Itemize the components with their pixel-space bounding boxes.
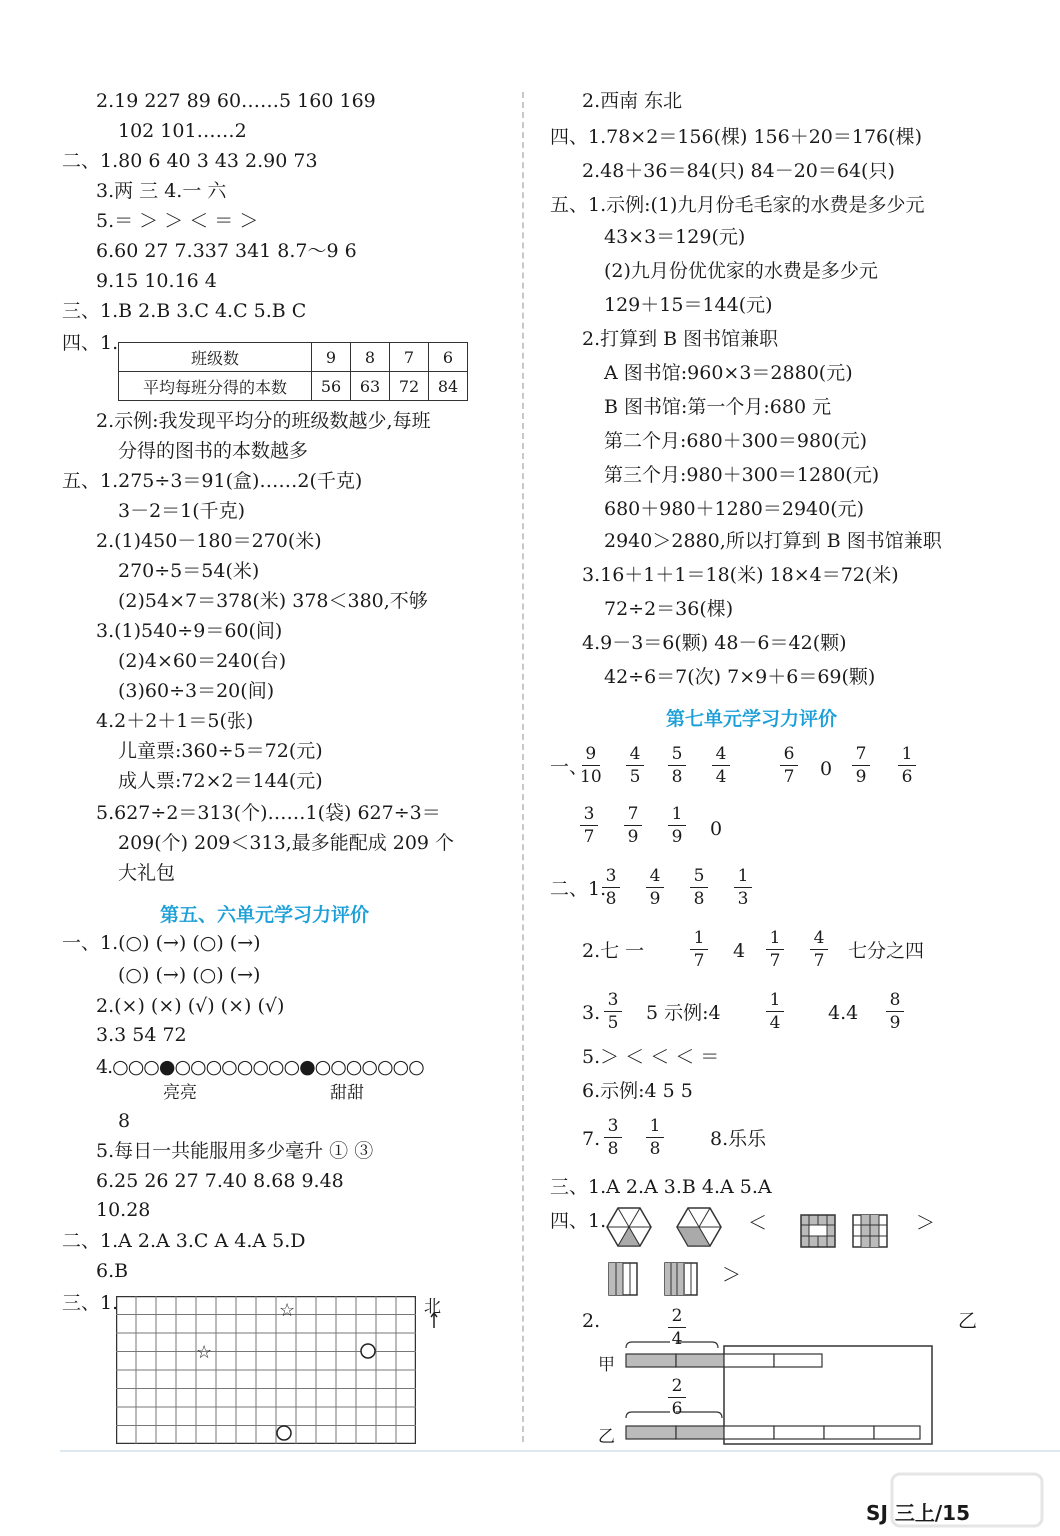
fraction <box>898 744 916 787</box>
fraction <box>668 1376 686 1419</box>
right-line: 2940＞2880,所以打算到 B 图书馆兼职 <box>604 530 942 552</box>
table-cell: 6 <box>429 343 468 372</box>
numerator: 4 <box>649 866 661 886</box>
denominator: 7 <box>583 827 595 847</box>
table-cell: 7 <box>390 343 429 372</box>
fraction-bar <box>604 1137 622 1138</box>
right-line: 2.西南 东北 <box>582 90 683 112</box>
left-line: 3－2＝1(千克) <box>118 500 246 522</box>
fraction-bar <box>886 1011 904 1012</box>
fraction-bar <box>668 825 686 826</box>
fraction <box>604 990 622 1033</box>
left-line: 五、1.275÷3＝91(盒)……2(千克) <box>62 470 363 492</box>
left-line: 儿童票:360÷5＝72(元) <box>118 740 323 762</box>
fraction <box>646 866 664 909</box>
left-line: 3.(1)540÷9＝60(间) <box>96 620 283 642</box>
left-line: 一、1.(○) (→) (○) (→) <box>62 932 261 954</box>
left-line: 大礼包 <box>118 862 176 884</box>
numerator: 9 <box>585 744 597 764</box>
label-liangliang: 亮亮 <box>163 1083 197 1103</box>
denominator: 9 <box>855 767 867 787</box>
left-line: 4.○○○●○○○○○○○○●○○○○○○○ <box>96 1056 424 1078</box>
right-line: 第三个月:980＋300＝1280(元) <box>604 464 880 486</box>
table-row <box>119 343 468 372</box>
fraction-bar <box>582 765 600 766</box>
left-line: 三、1.B 2.B 3.C 4.C 5.B C <box>62 300 307 322</box>
section-label: 四、1. <box>550 1210 607 1232</box>
fraction-bar <box>626 765 644 766</box>
fraction <box>646 1116 664 1159</box>
fraction <box>580 744 602 787</box>
fraction-bar <box>780 765 798 766</box>
denominator: 8 <box>671 767 683 787</box>
grid-square-icon <box>800 1214 836 1248</box>
right-line: 72÷2＝36(棵) <box>604 598 734 620</box>
striped-rect-icon <box>664 1262 698 1296</box>
left-line: 5.627÷2＝313(个)……1(袋) 627÷3＝ <box>96 802 441 824</box>
fraction <box>668 804 686 847</box>
fraction-bar <box>646 887 664 888</box>
fraction <box>604 1116 622 1159</box>
table-cell: 84 <box>429 372 468 401</box>
fraction-bar <box>690 887 708 888</box>
numerator: 1 <box>769 990 781 1010</box>
left-line: 分得的图书的本数越多 <box>118 440 309 462</box>
compare-sign: ＞ <box>722 1264 742 1286</box>
hexagon-shaded-icon <box>606 1206 652 1248</box>
right-line: 129＋15＝144(元) <box>604 294 773 316</box>
section-heading: 第五、六单元学习力评价 <box>160 904 370 926</box>
numerator: 1 <box>693 928 705 948</box>
numerator: 3 <box>583 804 595 824</box>
left-line: 6.25 26 27 7.40 8.68 9.48 <box>96 1170 344 1192</box>
column-divider <box>522 92 524 1442</box>
left-line: 9.15 10.16 4 <box>96 270 217 292</box>
left-line: 6.60 27 7.337 341 8.7～9 6 <box>96 240 357 262</box>
fraction-bar <box>712 765 730 766</box>
q4-prefix: 4.4 <box>828 1002 859 1024</box>
denominator: 4 <box>715 767 727 787</box>
fraction <box>668 1306 686 1349</box>
fraction-bar <box>604 1011 622 1012</box>
left-line: 102 101……2 <box>118 120 247 142</box>
left-line: (3)60÷3＝20(间) <box>118 680 275 702</box>
table-cell: 班级数 <box>119 343 312 372</box>
denominator: 8 <box>607 1139 619 1159</box>
numerator: 7 <box>855 744 867 764</box>
left-line: 2.(1)450－180＝270(米) <box>96 530 322 552</box>
numerator: 1 <box>737 866 749 886</box>
fraction <box>690 866 708 909</box>
numerator: 4 <box>813 928 825 948</box>
fraction-bar <box>810 949 828 950</box>
page-number: SJ 三上/15 <box>866 1501 970 1525</box>
yi-label: 乙 <box>598 1427 615 1447</box>
denominator: 4 <box>671 1329 683 1349</box>
q2-four: 4 <box>733 940 746 962</box>
fraction-bar <box>668 765 686 766</box>
left-line: 2.19 227 89 60……5 160 169 <box>96 90 376 112</box>
right-line: (2)九月份优优家的水费是多少元 <box>604 260 878 282</box>
denominator: 7 <box>783 767 795 787</box>
denominator: 10 <box>580 767 602 787</box>
fraction <box>602 866 620 909</box>
section-heading: 第七单元学习力评价 <box>666 708 838 730</box>
section-label: 二、1. <box>550 878 607 900</box>
q3-prefix: 3. <box>582 1002 601 1024</box>
denominator: 5 <box>607 1013 619 1033</box>
grid-square-icon <box>852 1214 888 1248</box>
fraction <box>780 744 798 787</box>
class-table <box>118 342 468 401</box>
left-line: 4.2＋2＋1＝5(张) <box>96 710 254 732</box>
fraction <box>734 866 752 909</box>
q3-mid: 5 示例:4 <box>646 1002 721 1024</box>
numerator: 2 <box>671 1306 683 1326</box>
numerator: 4 <box>629 744 641 764</box>
fraction <box>624 804 642 847</box>
denominator: 4 <box>769 1013 781 1033</box>
fraction-bar <box>602 887 620 888</box>
section-label: 一、 <box>550 756 589 778</box>
right-line: 2.打算到 B 图书馆兼职 <box>582 328 779 350</box>
denominator: 7 <box>693 951 705 971</box>
numerator: 1 <box>901 744 913 764</box>
right-line: 2.48＋36＝84(只) 84－20＝64(只) <box>582 160 895 182</box>
numerator: 7 <box>627 804 639 824</box>
table-cell: 平均每班分得的本数 <box>119 372 312 401</box>
label-tiantian: 甜甜 <box>330 1083 364 1103</box>
table-cell: 56 <box>312 372 351 401</box>
right-line: 5.＞ ＜ ＜ ＜ ＝ <box>582 1046 720 1068</box>
left-line: 3.两 三 4.一 六 <box>96 180 227 202</box>
left-line: 四、1. <box>62 332 119 354</box>
numerator: 1 <box>671 804 683 824</box>
circle-icon <box>277 1426 291 1440</box>
fraction <box>766 990 784 1033</box>
left-line: 10.28 <box>96 1199 151 1221</box>
table-cell: 9 <box>312 343 351 372</box>
fraction-bar <box>766 1011 784 1012</box>
right-line: 4.9－3＝6(颗) 48－6＝42(颗) <box>582 632 847 654</box>
fraction-bar <box>668 1397 686 1398</box>
numerator: 8 <box>889 990 901 1010</box>
denominator: 7 <box>769 951 781 971</box>
left-line: 3.3 54 72 <box>96 1024 187 1046</box>
numerator: 1 <box>769 928 781 948</box>
numerator: 4 <box>715 744 727 764</box>
fraction-bar <box>852 765 870 766</box>
fraction <box>766 928 784 971</box>
denominator: 9 <box>627 827 639 847</box>
north-label: 北 <box>424 1297 441 1317</box>
left-line: (2)4×60＝240(台) <box>118 650 287 672</box>
denominator: 5 <box>629 767 641 787</box>
right-line: 42÷6＝7(次) 7×9＋6＝69(颗) <box>604 666 876 688</box>
denominator: 6 <box>901 767 913 787</box>
fraction-bar <box>690 949 708 950</box>
striped-rect-icon <box>608 1262 638 1296</box>
right-line: 四、1.78×2＝156(棵) 156＋20＝176(棵) <box>550 126 922 148</box>
right-line: 五、1.示例:(1)九月份毛毛家的水费是多少元 <box>550 194 925 216</box>
table-row <box>119 372 468 401</box>
fraction <box>626 744 644 787</box>
fraction-bar <box>668 1327 686 1328</box>
fraction <box>668 744 686 787</box>
left-line: 5.每日一共能服用多少毫升 ① ③ <box>96 1140 374 1162</box>
right-line: 43×3＝129(元) <box>604 226 746 248</box>
star-icon: ☆ <box>196 1342 213 1363</box>
left-line: 二、1.80 6 40 3 43 2.90 73 <box>62 150 318 172</box>
left-line: 2.(×) (×) (√) (×) (√) <box>96 995 285 1017</box>
fraction <box>580 804 598 847</box>
numerator: 1 <box>649 1116 661 1136</box>
denominator: 8 <box>693 889 705 909</box>
right-line: B 图书馆:第一个月:680 元 <box>604 396 832 418</box>
table-cell: 72 <box>390 372 429 401</box>
fraction-bar <box>734 887 752 888</box>
fraction-bar <box>766 949 784 950</box>
fraction <box>810 928 828 971</box>
left-line: 6.B <box>96 1260 129 1282</box>
table-cell: 8 <box>351 343 390 372</box>
numerator: 6 <box>783 744 795 764</box>
q2-suffix: 七分之四 <box>848 940 925 962</box>
right-line: 第二个月:680＋300＝980(元) <box>604 430 868 452</box>
table-cell: 63 <box>351 372 390 401</box>
fraction <box>852 744 870 787</box>
hexagon-shaded-icon <box>676 1206 722 1248</box>
denominator: 7 <box>813 951 825 971</box>
left-line: (2)54×7＝378(米) 378＜380,不够 <box>118 590 428 612</box>
denominator: 9 <box>671 827 683 847</box>
left-line: 二、1.A 2.A 3.C A 4.A 5.D <box>62 1230 306 1252</box>
fraction <box>886 990 904 1033</box>
right-line: 6.示例:4 5 5 <box>582 1080 693 1102</box>
denominator: 8 <box>605 889 617 909</box>
denominator: 9 <box>889 1013 901 1033</box>
zero-label: 0 <box>820 758 833 780</box>
numerator: 3 <box>607 990 619 1010</box>
left-line: 成人票:72×2＝144(元) <box>118 770 323 792</box>
numerator: 3 <box>605 866 617 886</box>
fraction-bar <box>580 825 598 826</box>
right-line: A 图书馆:960×3＝2880(元) <box>604 362 853 384</box>
star-icon: ☆ <box>279 1300 296 1321</box>
jia-label: 甲 <box>598 1355 615 1375</box>
yi-label: 乙 <box>958 1310 978 1332</box>
left-line: 8 <box>118 1110 131 1132</box>
right-line: 三、1.A 2.A 3.B 4.A 5.A <box>550 1176 772 1198</box>
q8-text: 8.乐乐 <box>710 1128 767 1150</box>
left-line: (○) (→) (○) (→) <box>118 964 261 986</box>
right-line: 3.16＋1＋1＝18(米) 18×4＝72(米) <box>582 564 899 586</box>
fraction-bar <box>646 1137 664 1138</box>
north-arrow-icon <box>430 1312 438 1328</box>
compare-sign: ＞ <box>916 1212 936 1234</box>
numerator: 5 <box>671 744 683 764</box>
numerator: 5 <box>693 866 705 886</box>
denominator: 6 <box>671 1399 683 1419</box>
q7-prefix: 7. <box>582 1128 601 1150</box>
right-line: 680＋980＋1280＝2940(元) <box>604 498 865 520</box>
compare-sign: ＜ <box>748 1212 768 1234</box>
section-label: 2. <box>582 1310 601 1332</box>
left-line: 270÷5＝54(米) <box>118 560 260 582</box>
left-line: 209(个) 209＜313,最多能配成 209 个 <box>118 832 455 854</box>
footer-rule <box>60 1450 1060 1452</box>
left-line: 5.＝ ＞ ＞ ＜ ＝ ＞ <box>96 210 259 232</box>
circle-icon <box>361 1344 375 1358</box>
denominator: 8 <box>649 1139 661 1159</box>
zero-label: 0 <box>710 818 723 840</box>
q2-prefix: 2.七 一 <box>582 940 645 962</box>
denominator: 3 <box>737 889 749 909</box>
denominator: 9 <box>649 889 661 909</box>
fraction <box>690 928 708 971</box>
grid-map <box>116 1296 416 1444</box>
fraction <box>712 744 730 787</box>
fraction-bar <box>898 765 916 766</box>
left-line: 2.示例:我发现平均分的班级数越少,每班 <box>96 410 431 432</box>
numerator: 2 <box>671 1376 683 1396</box>
numerator: 3 <box>607 1116 619 1136</box>
left-line: 三、1. <box>62 1292 119 1314</box>
fraction-bar <box>624 825 642 826</box>
